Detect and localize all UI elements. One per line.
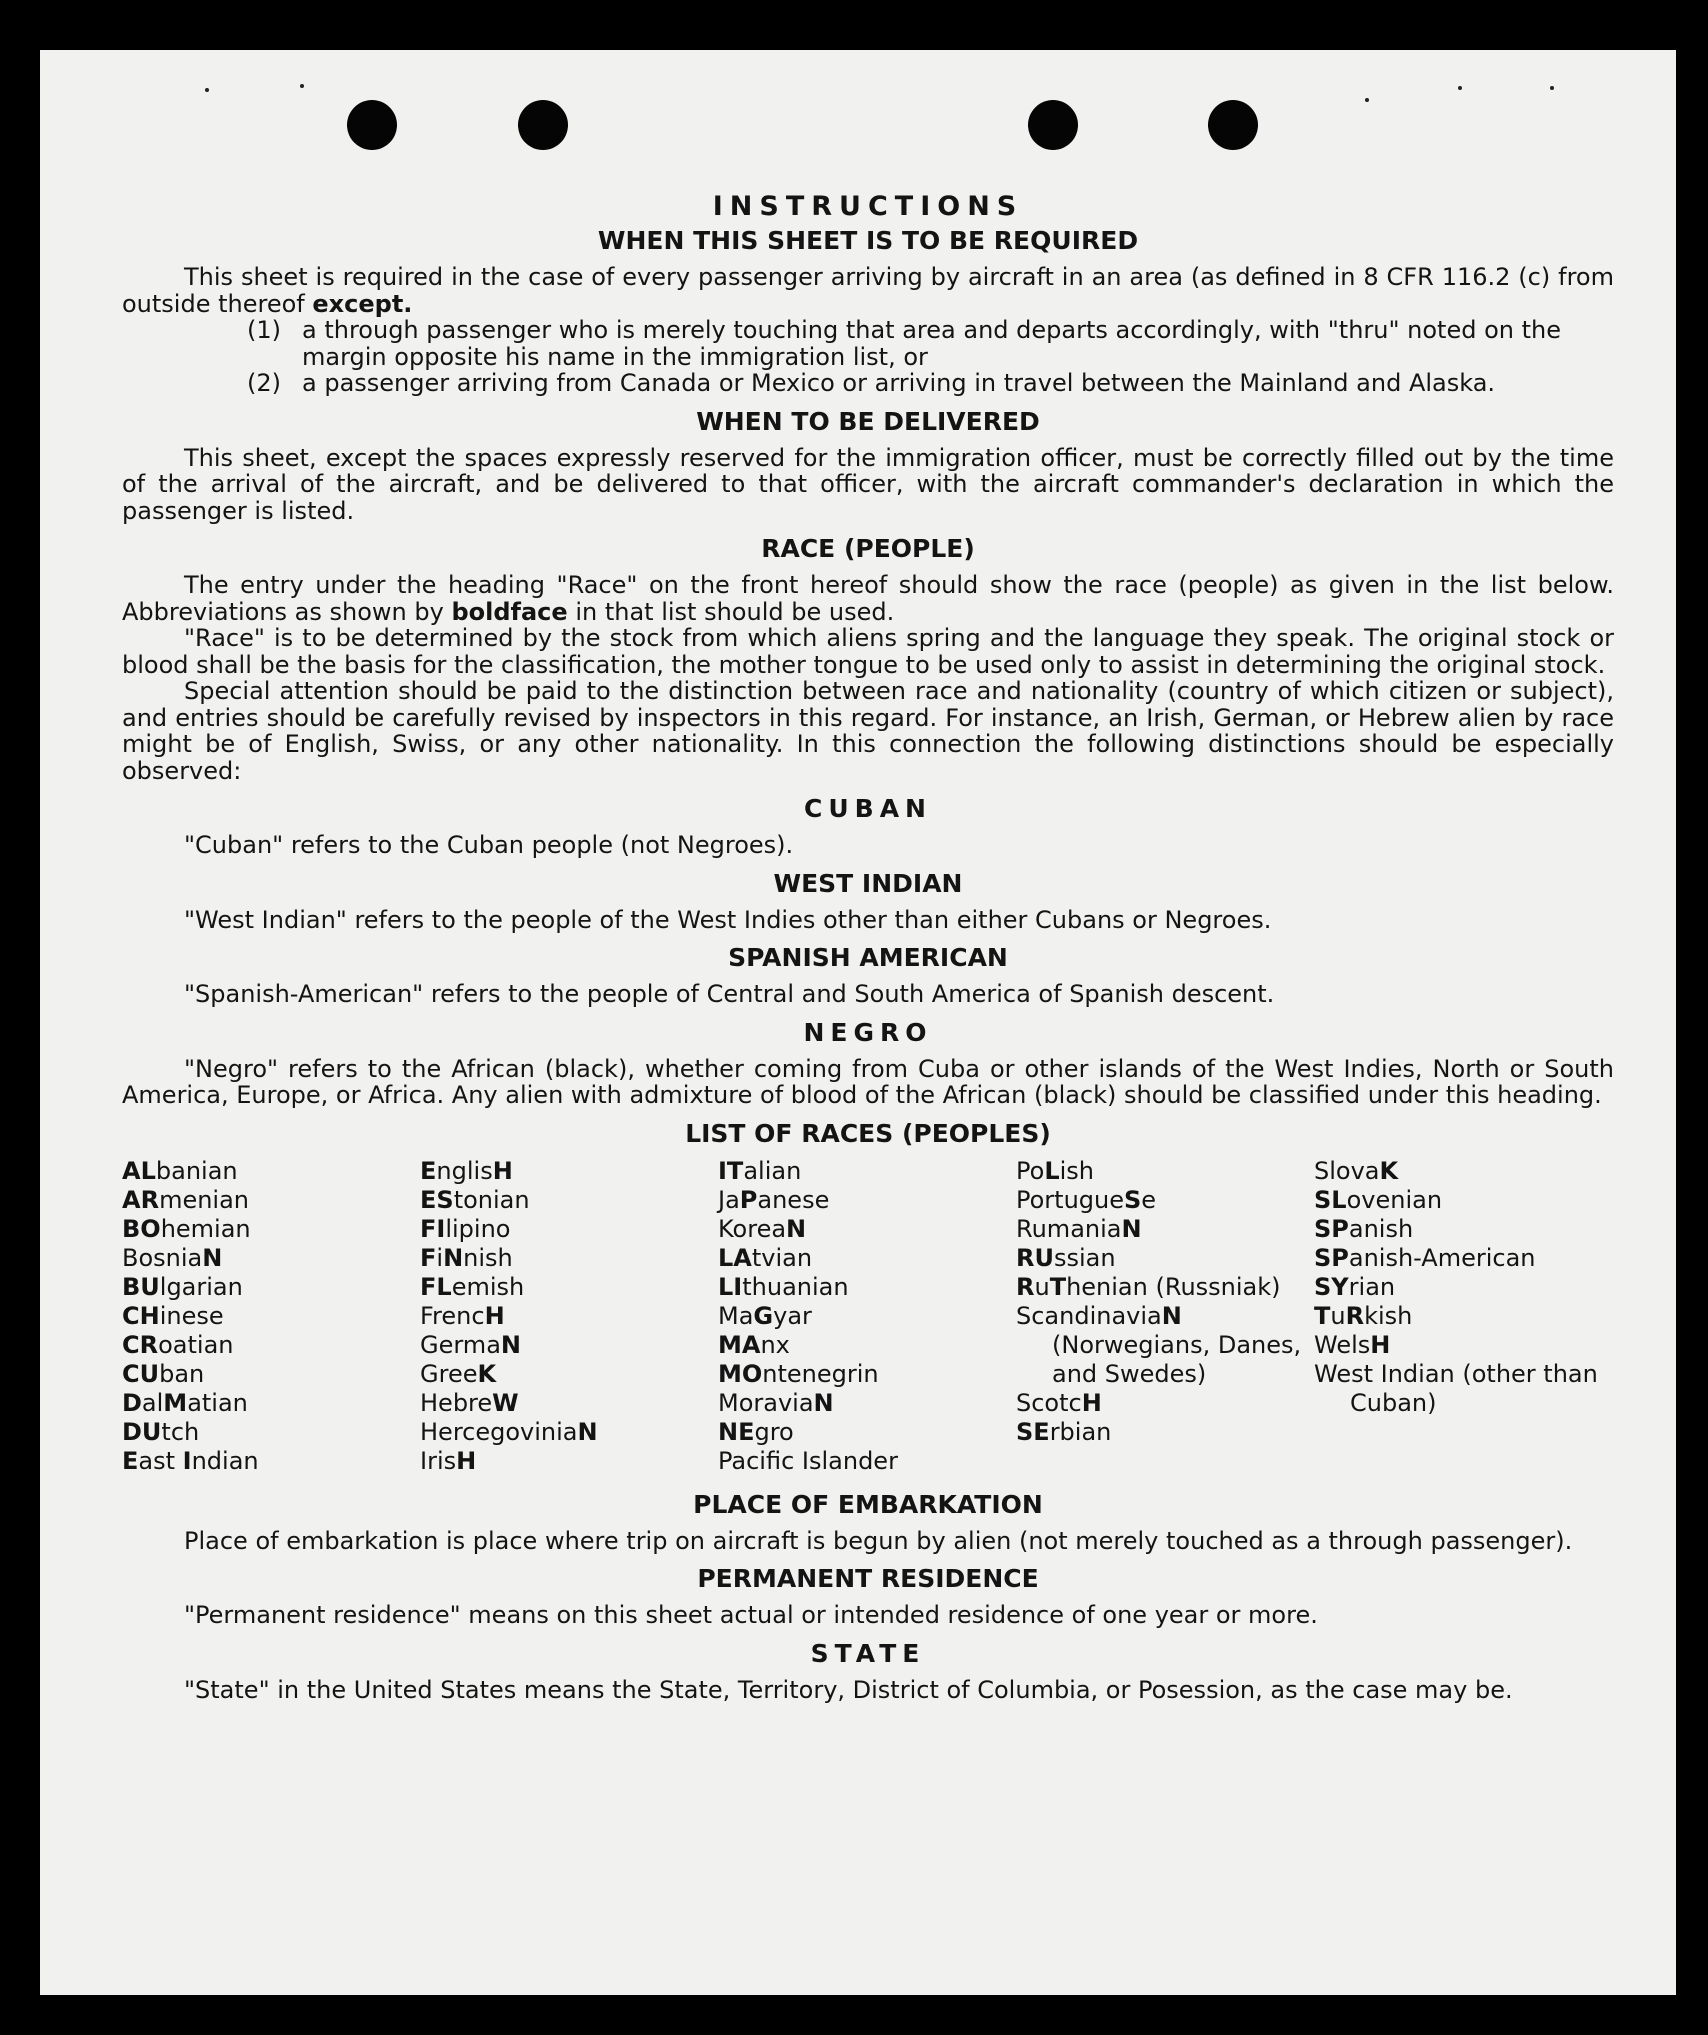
race-abbrev: S — [1124, 1185, 1142, 1214]
race-text: nish — [463, 1243, 513, 1272]
race-entry — [1016, 1302, 1314, 1331]
race-text: kish — [1364, 1301, 1413, 1330]
race-abbrev: DU — [122, 1417, 162, 1446]
document-sheet — [40, 50, 1676, 1995]
speck — [1365, 98, 1369, 102]
section-heading: SPANISH AMERICAN — [728, 943, 1008, 972]
speck — [205, 88, 209, 92]
race-entry — [1314, 1331, 1612, 1360]
race-abbrev: SL — [1314, 1185, 1347, 1214]
race-entry — [1016, 1273, 1314, 1302]
race-entry — [1016, 1244, 1314, 1273]
section-heading: PERMANENT RESIDENCE — [697, 1564, 1039, 1593]
race-text: yar — [773, 1301, 812, 1330]
page-title: INSTRUCTIONS — [712, 191, 1024, 222]
race-text: Rumania — [1016, 1214, 1122, 1243]
race-abbrev: F — [420, 1243, 437, 1272]
race-text: i — [436, 1243, 444, 1272]
race-abbrev: SE — [1016, 1417, 1050, 1446]
list-of-races-section — [122, 1119, 1614, 1476]
race-text: Hebre — [420, 1388, 493, 1417]
race-abbrev: H — [1081, 1388, 1102, 1417]
race-abbrev: K — [477, 1359, 497, 1388]
section-text: "Permanent residence" means on this sheet actual or intended residence of one year or more. — [184, 1601, 1318, 1629]
race-abbrev: N — [786, 1214, 807, 1243]
race-text: tch — [161, 1417, 200, 1446]
race-text: alian — [743, 1156, 802, 1185]
race-abbrev: N — [1121, 1214, 1142, 1243]
race-text: menian — [159, 1185, 250, 1214]
race-abbrev: BO — [122, 1214, 161, 1243]
race-text: Germa — [420, 1330, 501, 1359]
race-text: Ja — [718, 1185, 740, 1214]
section-text: "Cuban" refers to the Cuban people (not Negroes). — [184, 831, 794, 859]
race-abbrev: W — [492, 1388, 519, 1417]
race-entry — [718, 1244, 1016, 1273]
when-delivered-section — [122, 407, 1614, 525]
section-text: Place of embarkation is place where trip on aircraft is begun by alien (not merely touched as a through passenger). — [184, 1526, 1573, 1555]
race-entry — [122, 1186, 420, 1215]
speck — [1458, 86, 1462, 90]
exception-list — [247, 317, 1614, 397]
race-entry — [1314, 1273, 1612, 1302]
race-abbrev: RU — [1016, 1243, 1054, 1272]
race-entry — [1314, 1157, 1612, 1186]
list-item — [247, 370, 1614, 397]
intro-text: This sheet is required in the case of every passenger arriving by aircraft in an area (as defined in 8 CFR 116.2 (c) from outside thereof — [122, 263, 1614, 318]
race-text: Scotc — [1016, 1388, 1082, 1417]
race-text: tonian — [453, 1185, 530, 1214]
race-entry — [420, 1157, 718, 1186]
race-entry — [420, 1447, 718, 1476]
race-entry — [1016, 1389, 1314, 1418]
race-section — [122, 534, 1614, 784]
race-abbrev: NE — [718, 1417, 755, 1446]
race-abbrev: IT — [718, 1156, 744, 1185]
section-heading: WHEN THIS SHEET IS TO BE REQUIRED — [597, 226, 1139, 255]
race-text: Wels — [1314, 1330, 1371, 1359]
race-entry — [420, 1389, 718, 1418]
race-abbrev: H — [484, 1301, 505, 1330]
race-entry — [718, 1418, 1016, 1447]
section-text: "Spanish-American" refers to the people of Central and South America of Spanish descent. — [184, 980, 1275, 1008]
race-text: nglis — [436, 1156, 493, 1185]
races-column — [718, 1157, 1016, 1476]
race-entry — [420, 1418, 718, 1447]
race-entry — [718, 1360, 1016, 1389]
race-entry — [718, 1186, 1016, 1215]
race-text: ish — [1059, 1156, 1094, 1185]
section-heading: PLACE OF EMBARKATION — [693, 1489, 1043, 1519]
item-number: (2) — [247, 369, 281, 397]
race-abbrev: H — [1370, 1330, 1391, 1359]
bold-text: boldface — [451, 597, 568, 626]
race-text: Gree — [420, 1359, 478, 1388]
race-abbrev: BU — [122, 1272, 160, 1301]
races-column — [420, 1157, 718, 1476]
section-text: "State" in the United States means the State, Territory, District of Columbia, or Posession, as the case may be. — [184, 1675, 1513, 1704]
speck — [300, 84, 304, 88]
race-entry — [718, 1157, 1016, 1186]
race-text: rbian — [1049, 1417, 1112, 1446]
race-abbrev: T — [1314, 1301, 1331, 1330]
race-abbrev: SY — [1314, 1272, 1349, 1301]
race-text: al — [141, 1388, 164, 1417]
race-abbrev: FL — [420, 1272, 452, 1301]
race-abbrev: N — [577, 1417, 598, 1446]
item-text: a through passenger who is merely touching that area and departs accordingly, with "thru" noted on the margin opposite his name in the immigration list, or — [302, 316, 1561, 371]
race-abbrev: H — [456, 1446, 477, 1475]
race-entry — [1016, 1418, 1314, 1447]
race-abbrev: SP — [1314, 1214, 1349, 1243]
race-text: emish — [451, 1272, 525, 1301]
section-text: This sheet, except the spaces expressly reserved for the immigration officer, must be correctly filled out by the time of the arrival of the aircraft, and be delivered to that officer, with the aircraft commander's declaration in which the passenger is listed. — [122, 443, 1614, 525]
race-paragraph-1 — [122, 572, 1614, 625]
race-abbrev: CH — [122, 1301, 160, 1330]
race-entry — [1016, 1215, 1314, 1244]
race-abbrev: D — [122, 1388, 142, 1417]
race-abbrev: I — [182, 1446, 192, 1475]
race-text: hemian — [160, 1214, 251, 1243]
race-entry — [1314, 1244, 1612, 1273]
race-text: u — [1330, 1301, 1346, 1330]
race-text: lgarian — [159, 1272, 243, 1301]
punch-hole — [1208, 100, 1258, 150]
race-text: Hercegovinia — [420, 1417, 578, 1446]
race-text: tvian — [751, 1243, 813, 1272]
section-heading: WHEN TO BE DELIVERED — [696, 406, 1040, 436]
race-text: ban — [159, 1359, 205, 1388]
race-entry — [122, 1215, 420, 1244]
race-text: Iris — [420, 1446, 457, 1475]
race-text: Bosnia — [122, 1243, 203, 1272]
race-entry — [718, 1215, 1016, 1244]
race-text: oatian — [158, 1330, 234, 1359]
race-entry — [122, 1418, 420, 1447]
races-column — [1016, 1157, 1314, 1476]
race-entry — [420, 1360, 718, 1389]
race-text: banian — [155, 1156, 238, 1185]
race-abbrev: N — [443, 1243, 464, 1272]
race-paragraph-2: "Race" is to be determined by the stock from which aliens spring and the language they speak. The original stock or blood shall be the basis for the classification, the mother tongue to be used only to assist in determining the original stock. — [122, 624, 1614, 679]
race-text: ndian — [191, 1446, 259, 1475]
race-text: Slova — [1314, 1156, 1380, 1185]
race-entry — [718, 1273, 1016, 1302]
race-text: ast — [138, 1446, 183, 1475]
race-abbrev: G — [753, 1301, 774, 1330]
residence-section — [122, 1564, 1614, 1629]
race-text: anese — [757, 1185, 830, 1214]
race-text: Frenc — [420, 1301, 485, 1330]
race-abbrev: R — [1016, 1272, 1035, 1301]
race-text: inese — [159, 1301, 224, 1330]
west-indian-section — [122, 869, 1614, 934]
race-abbrev: AL — [122, 1156, 156, 1185]
race-abbrev: L — [1044, 1156, 1060, 1185]
race-text: anish — [1348, 1214, 1414, 1243]
state-section — [122, 1639, 1614, 1704]
race-abbrev: N — [1161, 1301, 1182, 1330]
race-text: henian (Russniak) — [1066, 1272, 1281, 1301]
race-abbrev: P — [739, 1185, 758, 1214]
race-entry — [420, 1302, 718, 1331]
race-text: rian — [1348, 1272, 1396, 1301]
race-entry — [122, 1360, 420, 1389]
section-text: "West Indian" refers to the people of the West Indies other than either Cubans or Negroes. — [184, 905, 1272, 934]
race-abbrev: K — [1379, 1156, 1399, 1185]
list-item — [247, 317, 1614, 370]
race-text: lipino — [445, 1214, 511, 1243]
race-entry — [1016, 1331, 1314, 1389]
section-heading: STATE — [810, 1638, 926, 1668]
section-heading: NEGRO — [803, 1017, 933, 1047]
race-abbrev: CR — [122, 1330, 159, 1359]
race-abbrev: M — [163, 1388, 188, 1417]
race-abbrev: FI — [420, 1214, 446, 1243]
race-entry — [122, 1273, 420, 1302]
section-heading: LIST OF RACES (PEOPLES) — [685, 1118, 1051, 1148]
race-entry — [122, 1244, 420, 1273]
race-text: Po — [1016, 1156, 1045, 1185]
race-entry — [1314, 1302, 1612, 1331]
race-abbrev: SP — [1314, 1243, 1349, 1272]
race-abbrev: AR — [122, 1185, 160, 1214]
section-heading: CUBAN — [804, 794, 932, 823]
race-entry — [420, 1273, 718, 1302]
race-text: Korea — [718, 1214, 787, 1243]
races-table — [122, 1157, 1614, 1476]
race-entry — [122, 1389, 420, 1418]
section-text: "Negro" refers to the African (black), whether coming from Cuba or other islands of the West Indies, North or South America, Europe, or Africa. Any alien with admixture of blood of the African (black) should be classified under this heading. — [122, 1054, 1614, 1109]
race-abbrev: E — [122, 1446, 139, 1475]
race-abbrev: E — [420, 1156, 437, 1185]
race-entry — [1314, 1215, 1612, 1244]
race-abbrev: ES — [420, 1185, 454, 1214]
race-text: thuanian — [742, 1272, 849, 1301]
race-text: e — [1141, 1185, 1157, 1214]
race-entry — [420, 1244, 718, 1273]
race-abbrev: MA — [718, 1330, 761, 1359]
race-entry — [718, 1389, 1016, 1418]
race-text: nx — [760, 1330, 790, 1359]
item-text: a passenger arriving from Canada or Mexico or arriving in travel between the Mainland and Alaska. — [302, 369, 1496, 397]
race-entry — [1314, 1186, 1612, 1215]
race-abbrev: LI — [718, 1272, 743, 1301]
cuban-section — [122, 794, 1614, 859]
race-entry — [420, 1331, 718, 1360]
race-text: West Indian (other than Cuban) — [1314, 1359, 1598, 1417]
race-text: ovenian — [1346, 1185, 1443, 1214]
race-entry — [122, 1157, 420, 1186]
race-entry — [1314, 1360, 1612, 1418]
spanish-american-section — [122, 943, 1614, 1008]
race-entry — [718, 1331, 1016, 1360]
punch-hole — [518, 100, 568, 150]
race-entry — [122, 1302, 420, 1331]
negro-section — [122, 1018, 1614, 1109]
race-text: anish-American — [1348, 1243, 1536, 1272]
races-column — [122, 1157, 420, 1476]
race-entry — [420, 1215, 718, 1244]
race-entry — [122, 1447, 420, 1476]
race-abbrev: CU — [122, 1359, 160, 1388]
race-text: atian — [187, 1388, 248, 1417]
race-text: (Norwegians, Danes, and Swedes) — [1052, 1330, 1302, 1388]
race-text: Pacific Islander — [718, 1446, 898, 1475]
instructions-content — [122, 192, 1614, 1713]
race-abbrev: R — [1345, 1301, 1365, 1330]
race-abbrev: H — [492, 1156, 513, 1185]
item-number: (1) — [247, 316, 281, 344]
speck — [1550, 86, 1554, 90]
punch-hole — [1028, 100, 1078, 150]
race-abbrev: N — [202, 1243, 223, 1272]
race-text: ssian — [1053, 1243, 1116, 1272]
section-heading: RACE (PEOPLE) — [761, 534, 975, 563]
race-abbrev: LA — [718, 1243, 752, 1272]
race-abbrev: MO — [718, 1359, 763, 1388]
race-entry — [122, 1331, 420, 1360]
when-required-section — [122, 226, 1614, 397]
race-abbrev: N — [500, 1330, 521, 1359]
section-heading: WEST INDIAN — [773, 868, 963, 898]
race-entry — [1016, 1157, 1314, 1186]
punch-hole — [347, 100, 397, 150]
when-required-intro — [122, 264, 1614, 317]
race-entry — [718, 1302, 1016, 1331]
race-entry — [718, 1447, 1016, 1476]
race-abbrev: N — [813, 1388, 834, 1417]
text: The entry under the heading "Race" on the front hereof should show the race (people) as given in the list below. Abbreviations as shown by — [122, 571, 1614, 626]
text: in that list should be used. — [575, 597, 895, 626]
embarkation-section — [122, 1490, 1614, 1555]
race-text: Portugue — [1016, 1185, 1124, 1214]
race-text: Scandinavia — [1016, 1301, 1162, 1330]
race-text: gro — [754, 1417, 794, 1446]
race-entry — [1016, 1186, 1314, 1215]
races-column — [1314, 1157, 1612, 1476]
race-paragraph-3: Special attention should be paid to the distinction between race and nationality (country of which citizen or subject), and entries should be carefully revised by inspectors in this regard. For instance, an Irish, German, or Hebrew alien by race might be of English, Swiss, or any other nationality. In this connection the following distinctions should be especially observed: — [122, 677, 1614, 785]
race-abbrev: T — [1049, 1272, 1067, 1301]
race-entry — [420, 1186, 718, 1215]
intro-bold: except. — [312, 289, 413, 318]
race-text: Ma — [718, 1301, 754, 1330]
race-text: u — [1034, 1272, 1050, 1301]
race-text: ntenegrin — [762, 1359, 879, 1388]
race-text: Moravia — [718, 1388, 814, 1417]
